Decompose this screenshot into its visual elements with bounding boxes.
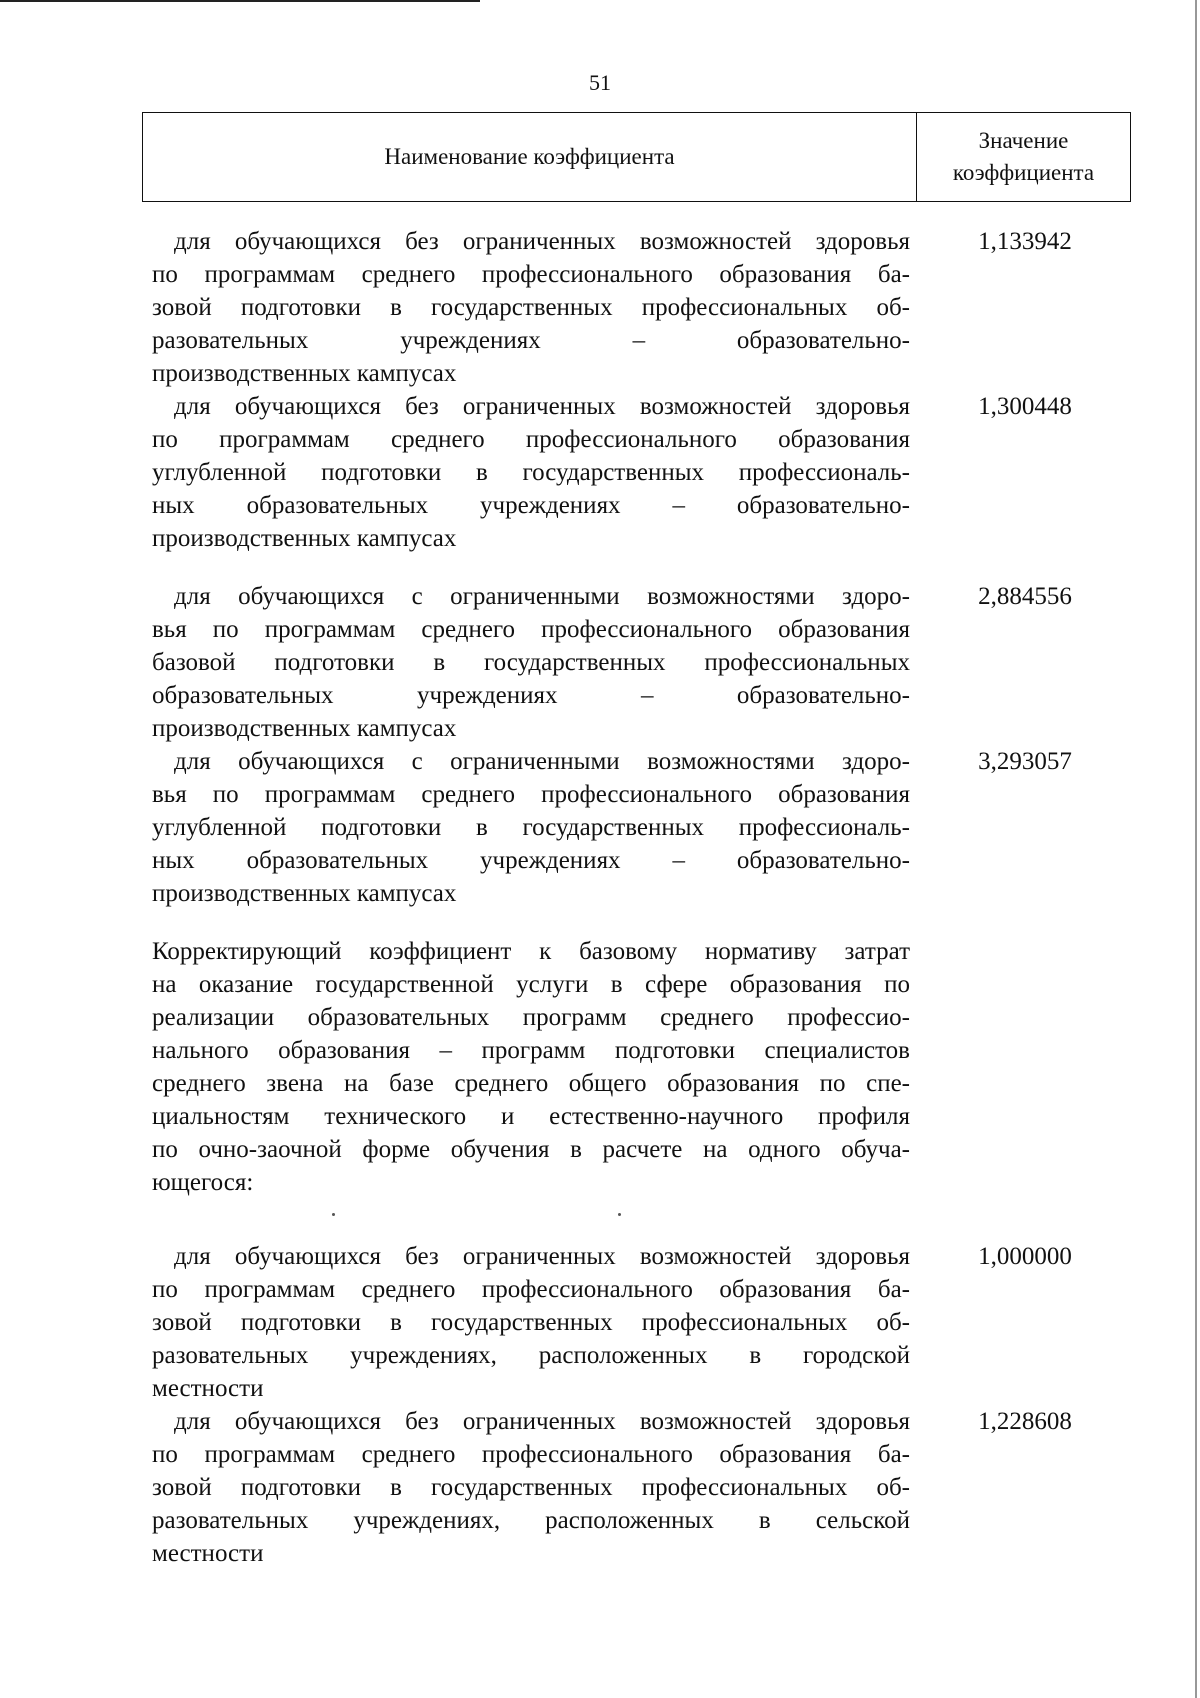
- scan-speck: [618, 1213, 621, 1216]
- text-word: разовательных: [152, 1507, 309, 1534]
- text-word: –: [632, 327, 646, 354]
- text-line: Корректирующий коэффициент к базовому нормативу затрат: [152, 938, 910, 965]
- text-word: образовательно-: [736, 682, 910, 709]
- text-line: для обучающихся с ограниченными возможностями здоро-: [174, 583, 910, 610]
- text-word: разовательных: [152, 327, 309, 354]
- text-word: расположенных: [538, 1342, 708, 1369]
- scan-speck: [332, 1213, 335, 1216]
- text-line: для обучающихся без ограниченных возможностей здоровья: [174, 1408, 910, 1435]
- text-line: реализации образовательных программ среднего профессио-: [152, 1004, 910, 1031]
- text-line: [152, 679, 910, 712]
- table-header: [142, 112, 1131, 202]
- text-word: –: [640, 682, 654, 709]
- text-line: базовой подготовки в государственных профессиональных: [152, 649, 910, 676]
- text-line: для обучающихся без ограниченных возможностей здоровья: [174, 1243, 910, 1270]
- table-row: [152, 580, 910, 745]
- text-line: вья по программам среднего профессионального образования: [152, 616, 910, 643]
- text-line: [152, 1339, 910, 1372]
- text-line: углубленной подготовки в государственных профессиональ-: [152, 814, 910, 841]
- coefficient-value: 1,300448: [978, 393, 1072, 420]
- text-line: нального образования – программ подготовки специалистов: [152, 1037, 910, 1064]
- text-line: производственных кампусах: [152, 525, 457, 552]
- section-heading: [152, 935, 910, 1199]
- text-line: местности: [152, 1540, 264, 1567]
- text-line: по программам среднего профессионального образования ба-: [152, 1276, 910, 1303]
- text-line: местности: [152, 1375, 264, 1402]
- text-word: –: [672, 847, 685, 874]
- text-word: образовательных: [152, 682, 334, 709]
- text-word: учреждениях: [417, 682, 558, 709]
- text-line: [152, 1504, 910, 1537]
- text-word: учреждениях: [480, 847, 621, 874]
- text-word: –: [672, 492, 685, 519]
- text-word: в: [749, 1342, 762, 1369]
- text-word: образования: [778, 426, 910, 453]
- scan-edge-right: [1195, 0, 1197, 1698]
- text-word: среднего: [390, 426, 485, 453]
- scan-edge-top: [0, 0, 480, 2]
- text-line: циальностям технического и естественно-научного профиля: [152, 1103, 910, 1130]
- text-word: расположенных: [545, 1507, 714, 1534]
- text-line: среднего звена на базе среднего общего образования по спе-: [152, 1070, 910, 1097]
- text-line: производственных кампусах: [152, 715, 457, 742]
- text-line: ющегося:: [152, 1169, 254, 1196]
- text-word: учреждениях: [480, 492, 621, 519]
- text-word: образовательно-: [736, 327, 910, 354]
- text-line: зовой подготовки в государственных профессиональных об-: [152, 1309, 910, 1336]
- text-word: учреждениях: [400, 327, 541, 354]
- table-row: [152, 1405, 910, 1570]
- text-line: для обучающихся с ограниченными возможностями здоро-: [174, 748, 910, 775]
- table-row: [152, 1240, 910, 1405]
- page-number: 51: [589, 70, 611, 95]
- text-line: [152, 423, 910, 456]
- coefficient-value: 3,293057: [978, 748, 1072, 775]
- text-line: для обучающихся без ограниченных возможностей здоровья: [174, 228, 910, 255]
- text-word: ных: [152, 492, 195, 519]
- text-word: образовательно-: [736, 492, 910, 519]
- text-word: в: [758, 1507, 771, 1534]
- text-line: [152, 324, 910, 357]
- text-line: [152, 844, 910, 877]
- text-line: производственных кампусах: [152, 360, 457, 387]
- text-word: ных: [152, 847, 195, 874]
- text-word: профессионального: [525, 426, 737, 453]
- text-line: на оказание государственной услуги в сфере образования по: [152, 971, 910, 998]
- text-line: производственных кампусах: [152, 880, 457, 907]
- text-word: учреждениях,: [353, 1507, 501, 1534]
- text-line: зовой подготовки в государственных профессиональных об-: [152, 294, 910, 321]
- text-word: программам: [219, 426, 350, 453]
- text-line: углубленной подготовки в государственных профессиональ-: [152, 459, 910, 486]
- text-word: образовательных: [246, 847, 429, 874]
- header-value-line1: Значение: [978, 128, 1069, 153]
- table-row: [152, 390, 910, 555]
- text-line: зовой подготовки в государственных профессиональных об-: [152, 1474, 910, 1501]
- text-line: [152, 489, 910, 522]
- text-line: по очно-заочной форме обучения в расчете на одного обуча-: [152, 1136, 910, 1163]
- coefficient-value: 2,884556: [978, 583, 1072, 610]
- text-word: разовательных: [152, 1342, 309, 1369]
- text-line: вья по программам среднего профессионального образования: [152, 781, 910, 808]
- header-value-line2: коэффициента: [952, 160, 1095, 185]
- text-word: по: [152, 426, 178, 453]
- text-word: сельской: [815, 1507, 910, 1534]
- header-value-column: [916, 113, 1130, 201]
- table-row: [152, 225, 910, 390]
- text-word: образовательных: [246, 492, 429, 519]
- text-word: городской: [802, 1342, 910, 1369]
- coefficient-value: 1,133942: [978, 228, 1072, 255]
- text-line: по программам среднего профессионального образования ба-: [152, 261, 910, 288]
- header-name-column: Наименование коэффициента: [384, 144, 675, 169]
- coefficient-value: 1,000000: [978, 1243, 1072, 1270]
- text-line: по программам среднего профессионального образования ба-: [152, 1441, 910, 1468]
- text-word: образовательно-: [736, 847, 910, 874]
- text-line: для обучающихся без ограниченных возможностей здоровья: [174, 393, 910, 420]
- table-row: [152, 745, 910, 910]
- text-word: учреждениях,: [350, 1342, 497, 1369]
- coefficient-value: 1,228608: [978, 1408, 1072, 1435]
